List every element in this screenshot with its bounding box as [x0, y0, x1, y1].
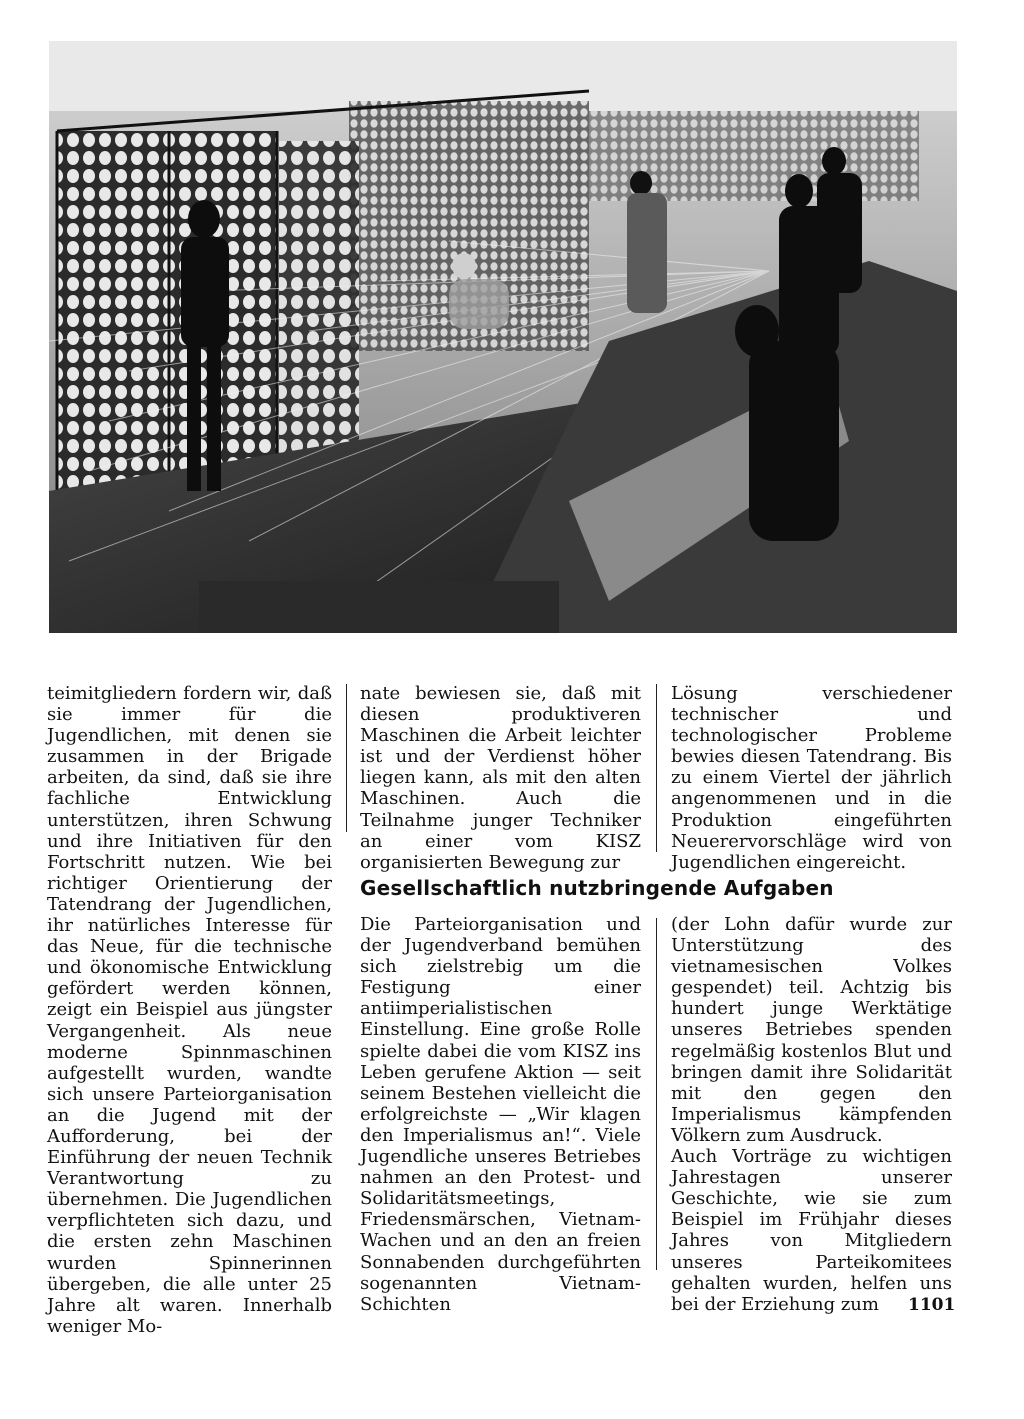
text-column-2: [360, 683, 641, 873]
page-number: 1101: [908, 1295, 956, 1315]
paragraph: Auch Vorträge zu wichtigen Jahrestagen unserer Geschichte, wie sie zum Beispiel im Frühjahr dieses Jahres von Mitgliedern unseres Parteikomitees gehalten wurden, helfen uns bei der Erziehung zum: [671, 1146, 952, 1315]
column-divider: [656, 684, 657, 852]
text-column-5: [671, 914, 952, 1315]
paragraph: Lösung verschiedener technischer und technologischer Probleme bewies diesen Tatendrang. Bis zu einem Viertel der jährlich angenommenen und in die Produktion eingeführten Neuerervorschläge wird von Jugendlichen eingereicht.: [671, 683, 952, 873]
paragraph: teimitgliedern fordern wir, daß sie immer für die Jugendlichen, mit denen sie zusammen in der Brigade arbeiten, da sind, daß sie ihre fachliche Entwicklung unterstützen, ihren Schwung und ihre Initiativen für den Fortschritt nutzen. Wie bei richtiger Orientierung der Tatendrang der Jugendlichen, ihr natürliches Interesse für das Neue, für die technische und ökonomische Entwicklung gefördert werden können, zeigt ein Beispiel aus jüngster Vergangenheit. Als neue moderne Spinnmaschinen aufgestellt wurden, wandte sich unsere Parteiorganisation an die Jugend mit der Aufforderung, bei der Einführung der neuen Technik Verantwortung zu übernehmen. Die Jugendlichen verpflichteten sich dazu, und die ersten zehn Maschinen wurden Spinnerinnen übergeben, die alle unter 25 Jahre alt waren. Innerhalb weniger Mo-: [47, 683, 332, 1337]
section-heading: Gesellschaftlich nutzbringende Aufgaben: [360, 876, 834, 900]
paragraph: nate bewiesen sie, daß mit diesen produktiveren Maschinen die Arbeit leichter ist und der Verdienst höher liegen kann, als mit den alten Maschinen. Auch die Teilnahme junger Techniker an einer vom KISZ organisierten Bewegung zur: [360, 683, 641, 873]
text-column-4: [360, 914, 641, 1315]
column-divider: [346, 684, 347, 832]
text-column-1: [47, 683, 332, 1337]
text-column-3: [671, 683, 952, 873]
factory-photograph: [49, 41, 957, 633]
paragraph: (der Lohn dafür wurde zur Unterstützung des vietnamesischen Volkes gespendet) teil. Achtzig bis hundert junge Werktätige unseres Betriebes spenden regelmäßig kostenlos Blut und bringen damit ihre Solidarität mit den gegen den Imperialismus kämpfenden Völkern zum Ausdruck.: [671, 914, 952, 1146]
paragraph: Die Parteiorganisation und der Jugendverband bemühen sich zielstrebig um die Festigung einer antiimperialistischen Einstellung. Eine große Rolle spielte dabei die vom KISZ ins Leben gerufene Aktion — seit seinem Bestehen vielleicht die erfolgreichste — „Wir klagen den Imperialismus an!“. Viele Jugendliche unseres Betriebes nahmen an den Protest- und Solidaritätsmeetings, Friedensmärschen, Vietnam-Wachen und an den an freien Sonnabenden durchgeführten sogenannten Vietnam-Schichten: [360, 914, 641, 1315]
photograph-icon: [49, 41, 957, 633]
column-divider: [656, 918, 657, 1270]
